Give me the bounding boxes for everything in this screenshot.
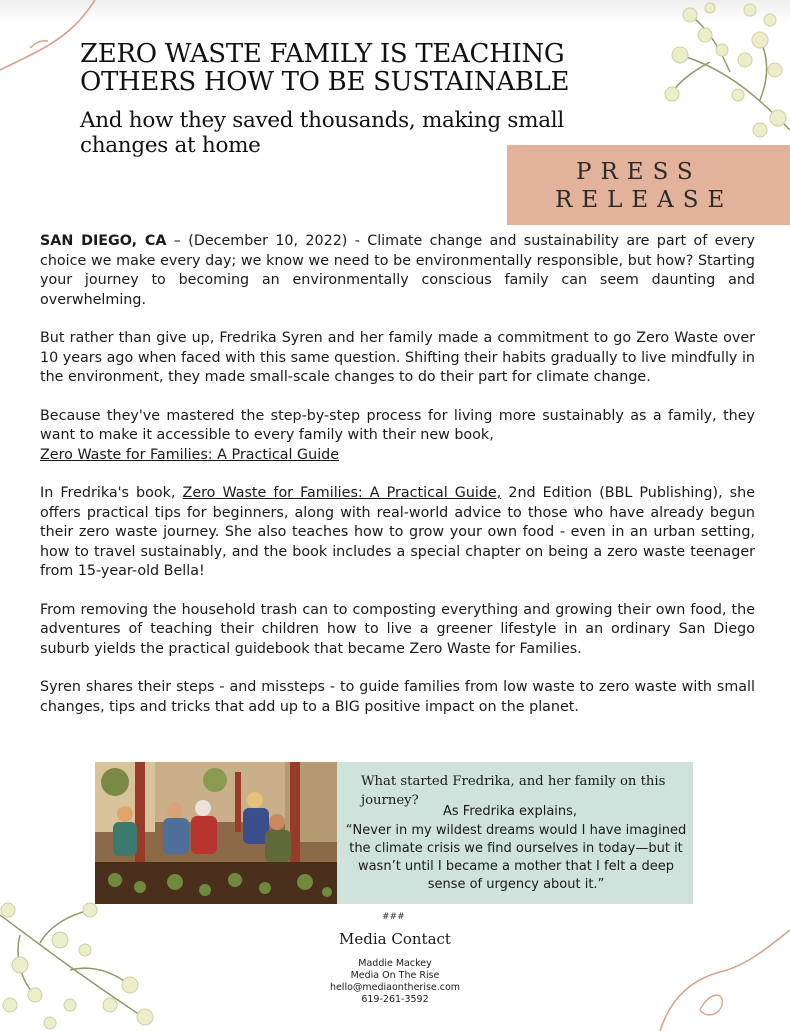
paragraph-3-text: Because they've mastered the step-by-step process for living more sustainably as a family, they want to make it accessible to every family with their new book, — [40, 407, 755, 443]
body-paragraph-3 — [40, 407, 755, 466]
body-paragraph-1 — [40, 232, 755, 310]
press-release-banner — [507, 145, 790, 225]
dateline-location: SAN DIEGO, CA — [40, 233, 167, 249]
quote-callout — [337, 762, 693, 904]
press-release-body — [40, 232, 755, 717]
headline: ZERO WASTE FAMILY IS TEACHING OTHERS HOW TO BE SUSTAINABLE — [80, 39, 570, 97]
subheadline: And how they saved thousands, making small changes at home — [80, 108, 564, 158]
paragraph-4-before: In Fredrika's book, — [40, 485, 183, 501]
contact-phone: 619-261-3592 — [361, 994, 429, 1005]
press-label: PRESS — [576, 159, 702, 185]
body-paragraph-4 — [40, 484, 755, 582]
family-gardening-photo — [95, 762, 337, 904]
paragraph-4-after: 2nd Edition (BBL Publishing), she offers practical tips for beginners, along with real-world advice to those who have already begun their zero waste journey. She also teaches how to grow your own food - even in an urban setting, how to travel sustainably, and the book includes a special chapter on being a zero waste teenager from 15-year-old Bella! — [40, 485, 755, 579]
book-title-link[interactable]: Zero Waste for Families: A Practical Guide — [40, 446, 340, 463]
body-paragraph-5: From removing the household trash can to composting everything and growing their own food, the adventures of teaching their children how to live a greener lifestyle in an ordinary San Diego suburb yields the practical guidebook that became Zero Waste for Families. — [40, 601, 755, 657]
decorative-line-bottom-right — [650, 920, 790, 1031]
family-gardening-illustration — [95, 762, 337, 904]
media-contact-title: Media Contact — [339, 930, 451, 948]
body-paragraph-2: But rather than give up, Fredrika Syren and her family made a commitment to go Zero Waste over 10 years ago when faced with this same question. Shifting their habits gradually to live mindfully in the environment, they made small-scale changes to do their part for climate change. — [40, 330, 755, 385]
book-title-link-inline[interactable]: Zero Waste for Families: A Practical Guide, — [182, 485, 502, 501]
contact-company: Media On The Rise — [350, 970, 440, 981]
floral-decoration-bottom-left — [0, 895, 170, 1031]
quote-intro: As Fredrika explains, — [443, 804, 578, 819]
contact-name: Maddie Mackey — [358, 958, 432, 969]
quote-text: “Never in my wildest dreams would I have imagined the climate crisis we find ourselves in today—but it wasn’t until I became a mother that I felt a deep sense of urgency about it.” — [345, 823, 687, 892]
release-label: RELEASE — [555, 187, 734, 213]
quote-heading: What started Fredrika, and her family on this journey? — [361, 774, 666, 808]
body-paragraph-6: Syren shares their steps - and missteps - to guide families from low waste to zero waste with small changes, tips and tricks that add up to a BIG positive impact on the planet. — [40, 679, 755, 715]
paragraph-1-text: – (December 10, 2022) - Climate change and sustainability are part of every choice we make every day; we know we need to be environmentally responsible, but how? Starting your journey to becoming an environmentally conscious family can seem daunting and overwhelming. — [40, 233, 755, 308]
end-separator: ### — [382, 912, 405, 922]
contact-email[interactable]: hello@mediaontherise.com — [329, 982, 461, 993]
